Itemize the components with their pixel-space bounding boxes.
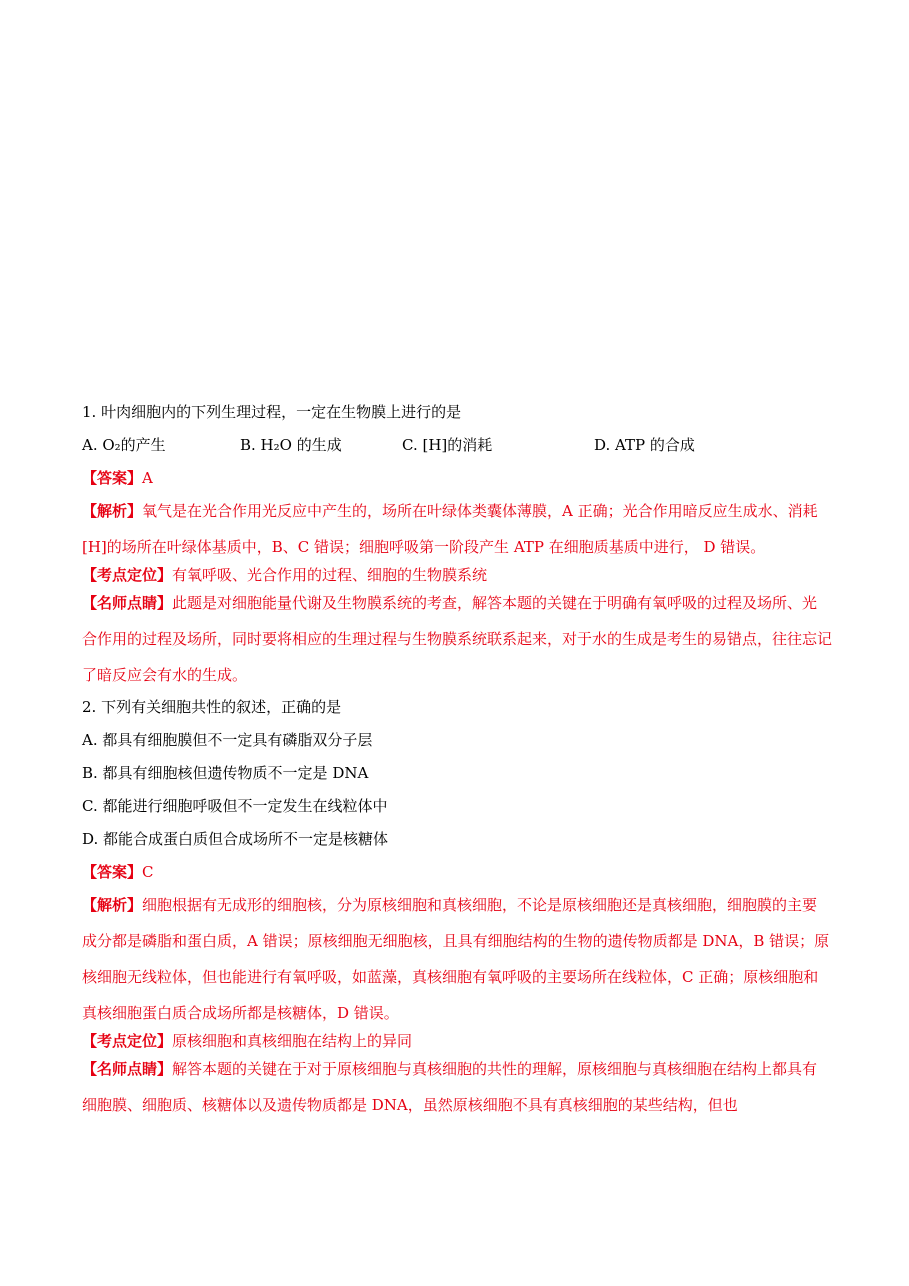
q2-point-text: 原核细胞和真核细胞在结构上的异同 bbox=[172, 1032, 413, 1050]
q2-answer bbox=[82, 862, 832, 882]
q1-point-label: 【考点定位】 bbox=[82, 566, 173, 584]
q1-answer bbox=[82, 468, 832, 488]
q2-analysis-text: 细胞根据有无成形的细胞核，分为原核细胞和真核细胞，不论是原核细胞还是真核细胞，细胞膜的主要成分都是磷脂和蛋白质，A 错误；原核细胞无细胞核，且具有细胞结构的生物的遗传物质都是 DNA，B 错误；原核细胞无线粒体，但也能进行有氧呼吸，如蓝藻，真核细胞有氧呼吸的主要场所在线粒体，C 正确；原核细胞和真核细胞蛋白质合成场所都是核糖体，D 错误。 bbox=[82, 896, 830, 1022]
q2-option-b: B. 都具有细胞核但遗传物质不一定是 DNA bbox=[82, 764, 369, 782]
document-body bbox=[82, 402, 832, 1121]
question-1-stem: 1. 叶肉细胞内的下列生理过程，一定在生物膜上进行的是 bbox=[82, 403, 462, 421]
q1-analysis-label: 【解析】 bbox=[82, 502, 143, 520]
q1-option-c: C. [H]的消耗 bbox=[402, 436, 493, 454]
q1-option-d: D. ATP 的合成 bbox=[594, 436, 695, 454]
question-2-stem: 2. 下列有关细胞共性的叙述，正确的是 bbox=[82, 698, 342, 716]
q2-option-d: D. 都能合成蛋白质但合成场所不一定是核糖体 bbox=[82, 830, 389, 848]
q1-analysis-text: 氧气是在光合作用光反应中产生的，场所在叶绿体类囊体薄膜，A 正确；光合作用暗反应生成水、消耗[H]的场所在叶绿体基质中，B、C 错误；细胞呼吸第一阶段产生 ATP 在细胞质基质中进行， D 错误。 bbox=[82, 502, 818, 556]
q1-tip-text: 此题是对细胞能量代谢及生物膜系统的考查，解答本题的关键在于明确有氧呼吸的过程及场所、光合作用的过程及场所，同时要将相应的生理过程与生物膜系统联系起来，对于水的生成是考生的易错点，往往忘记了暗反应会有水的生成。 bbox=[82, 594, 833, 684]
q2-point-label: 【考点定位】 bbox=[82, 1032, 173, 1050]
q1-tip-label: 【名师点睛】 bbox=[82, 594, 173, 612]
q1-point-text: 有氧呼吸、光合作用的过程、细胞的生物膜系统 bbox=[172, 566, 488, 584]
question-1-options bbox=[82, 435, 832, 455]
q2-tip-text: 解答本题的关键在于对于原核细胞与真核细胞的共性的理解，原核细胞与真核细胞在结构上都具有细胞膜、细胞质、核糖体以及遗传物质都是 DNA，虽然原核细胞不具有真核细胞的某些结构，但也 bbox=[82, 1060, 818, 1114]
q1-answer-value: A bbox=[142, 469, 153, 487]
q1-tip bbox=[82, 585, 832, 693]
q2-answer-label: 【答案】 bbox=[82, 863, 143, 881]
q1-option-b: B. H₂O 的生成 bbox=[240, 436, 342, 454]
q2-tip bbox=[82, 1051, 832, 1123]
q1-answer-label: 【答案】 bbox=[82, 469, 143, 487]
q2-answer-value: C bbox=[142, 863, 154, 881]
q1-analysis bbox=[82, 493, 832, 565]
q1-option-a: A. O₂的产生 bbox=[82, 436, 166, 454]
q2-option-c: C. 都能进行细胞呼吸但不一定发生在线粒体中 bbox=[82, 797, 388, 815]
q2-analysis bbox=[82, 887, 832, 1031]
q2-analysis-label: 【解析】 bbox=[82, 896, 143, 914]
q2-tip-label: 【名师点睛】 bbox=[82, 1060, 173, 1078]
q2-option-a: A. 都具有细胞膜但不一定具有磷脂双分子层 bbox=[82, 731, 373, 749]
